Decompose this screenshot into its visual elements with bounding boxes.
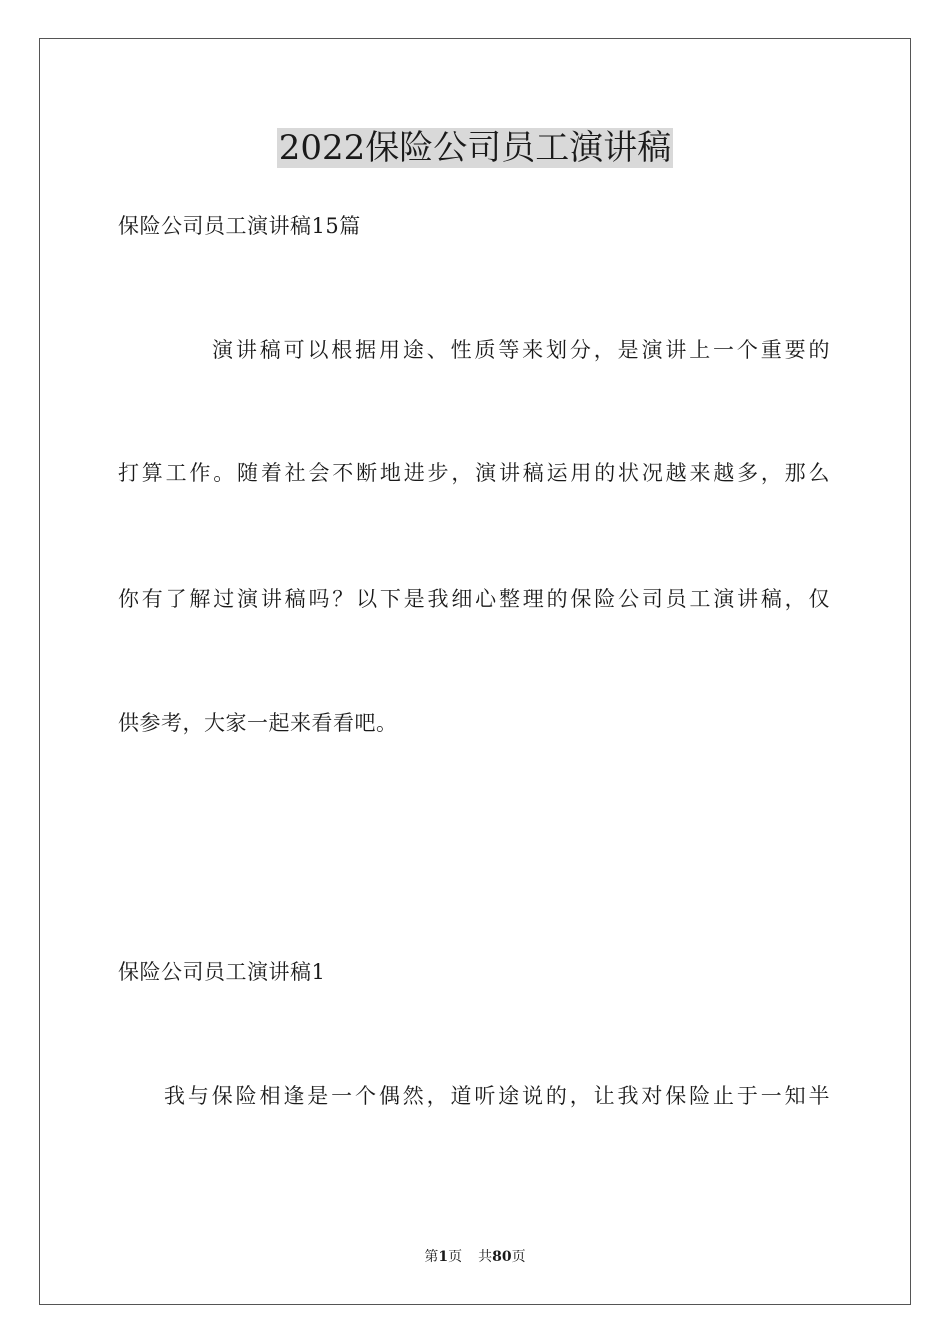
intro-line-1: 演讲稿可以根据用途、性质等来划分，是演讲上一个重要的 <box>212 338 830 362</box>
document-title <box>0 126 950 170</box>
document-subtitle: 保险公司员工演讲稿15篇 <box>118 214 361 238</box>
footer-total-suffix: 页 <box>511 1249 526 1265</box>
page-footer <box>0 1247 950 1267</box>
footer-page-prefix: 第 <box>424 1249 439 1265</box>
footer-total-prefix: 共 <box>478 1249 493 1265</box>
intro-line-4: 供参考，大家一起来看看吧。 <box>118 711 398 735</box>
footer-total-pages: 80 <box>492 1249 512 1265</box>
document-title-text: 2022保险公司员工演讲稿 <box>278 128 672 168</box>
section-heading: 保险公司员工演讲稿1 <box>118 960 326 984</box>
footer-page-number: 1 <box>438 1249 449 1265</box>
footer-page-suffix: 页 <box>448 1249 463 1265</box>
section-line-1: 我与保险相逢是一个偶然，道听途说的，让我对保险止于一知半 <box>164 1084 830 1108</box>
intro-line-2: 打算工作。随着社会不断地进步，演讲稿运用的状况越来越多，那么 <box>118 461 830 485</box>
intro-line-3: 你有了解过演讲稿吗？以下是我细心整理的保险公司员工演讲稿，仅 <box>118 587 830 611</box>
